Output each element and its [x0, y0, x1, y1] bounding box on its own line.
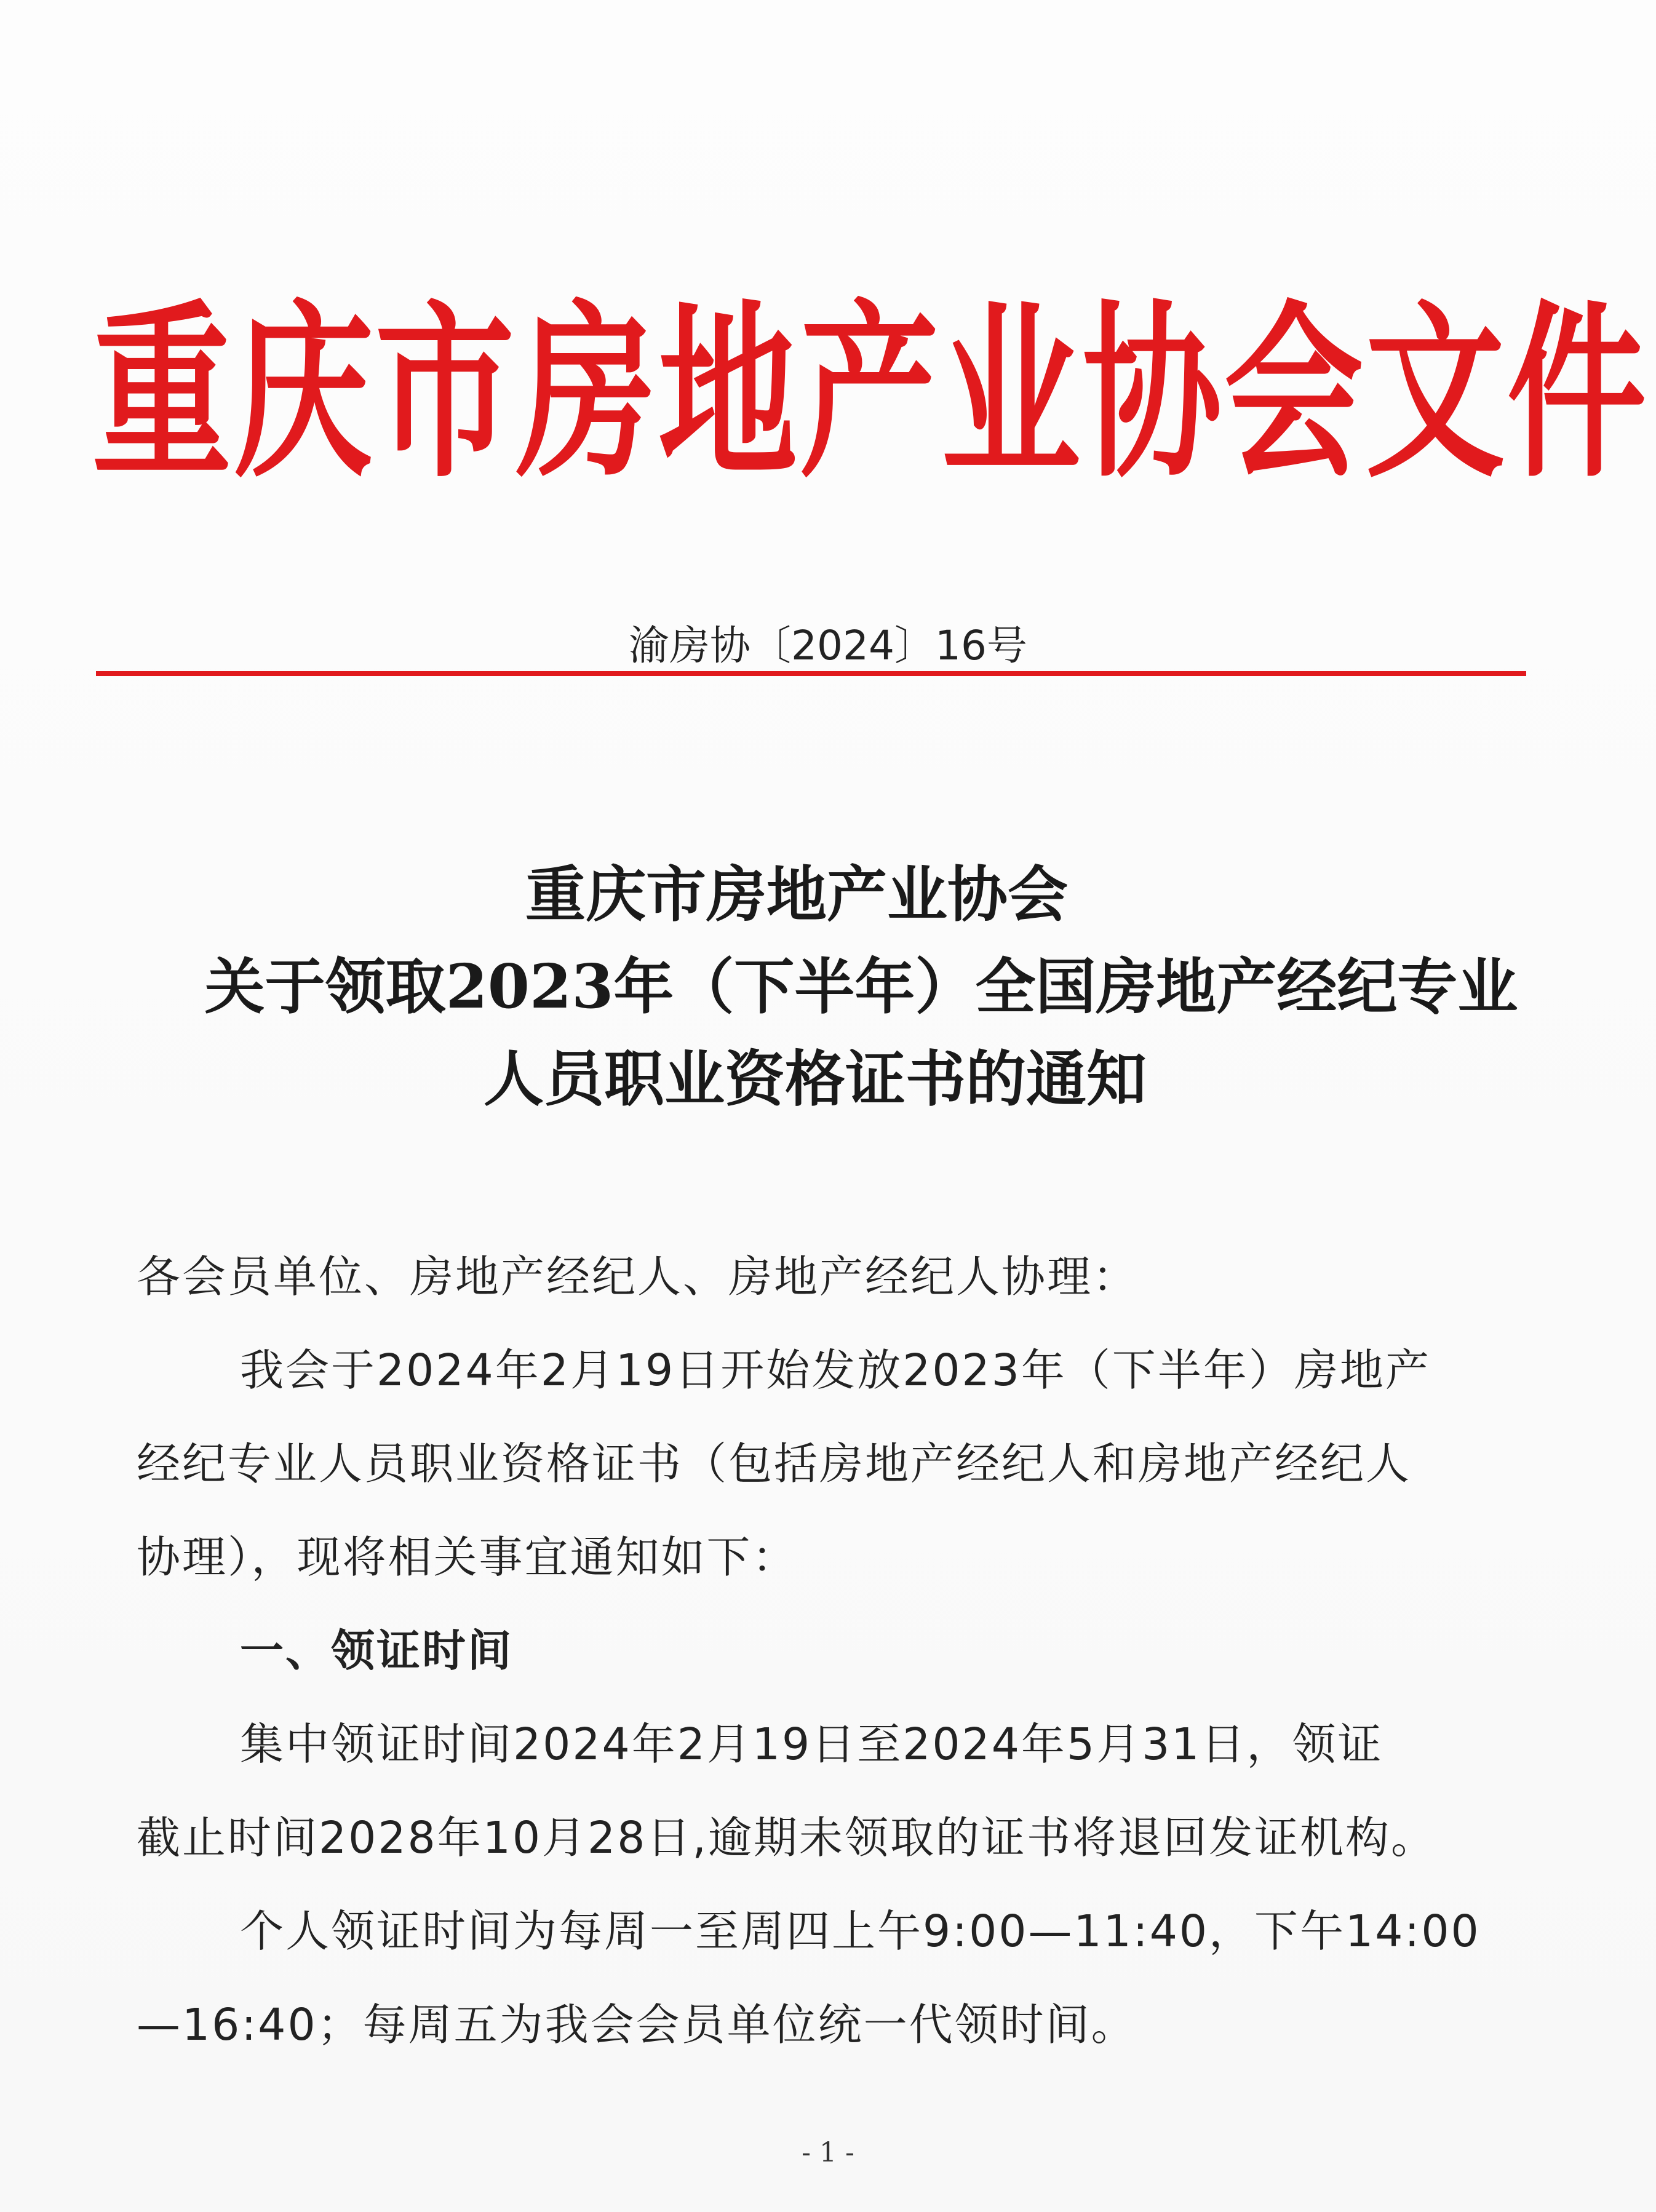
- page-number: - 1 -: [802, 2137, 854, 2168]
- document-number: 渝房协〔2024〕16号: [629, 622, 1027, 669]
- section1-para1-line-1: 集中领证时间2024年2月19日至2024年5月31日，领证: [240, 1719, 1383, 1770]
- section1-para1-line-2: 截止时间2028年10月28日,逾期未领取的证书将退回发证机构。: [137, 1812, 1436, 1863]
- letterhead: [92, 271, 1649, 529]
- intro-line-3: 协理），现将相关事宜通知如下：: [137, 1532, 798, 1583]
- red-divider-line: [96, 671, 1526, 676]
- salutation: 各会员单位、房地产经纪人、房地产经纪人协理：: [137, 1251, 1139, 1302]
- section1-para2-line-2: —16:40；每周五为我会会员单位统一代领时间。: [137, 1999, 1137, 2050]
- section1-para2-line-1: 个人领证时间为每周一至周四上午9:00—11:40，下午14:00: [240, 1906, 1481, 1957]
- notice-title-line-3: 人员职业资格证书的通知: [483, 1044, 1147, 1115]
- intro-line-1: 我会于2024年2月19日开始发放2023年（下半年）房地产: [240, 1345, 1431, 1396]
- intro-line-2: 经纪专业人员职业资格证书（包括房地产经纪人和房地产经纪人: [137, 1438, 1412, 1489]
- notice-title-line-2: 关于领取2023年（下半年）全国房地产经纪专业: [204, 952, 1518, 1022]
- notice-title: [92, 849, 1606, 1126]
- notice-title-line-1: 重庆市房地产业协会: [525, 859, 1068, 930]
- letterhead-title: 重庆市房地产业协会文件: [92, 283, 1649, 504]
- notice-body: [137, 1230, 1551, 2072]
- section-heading-collection-time: 一、领证时间: [240, 1625, 514, 1676]
